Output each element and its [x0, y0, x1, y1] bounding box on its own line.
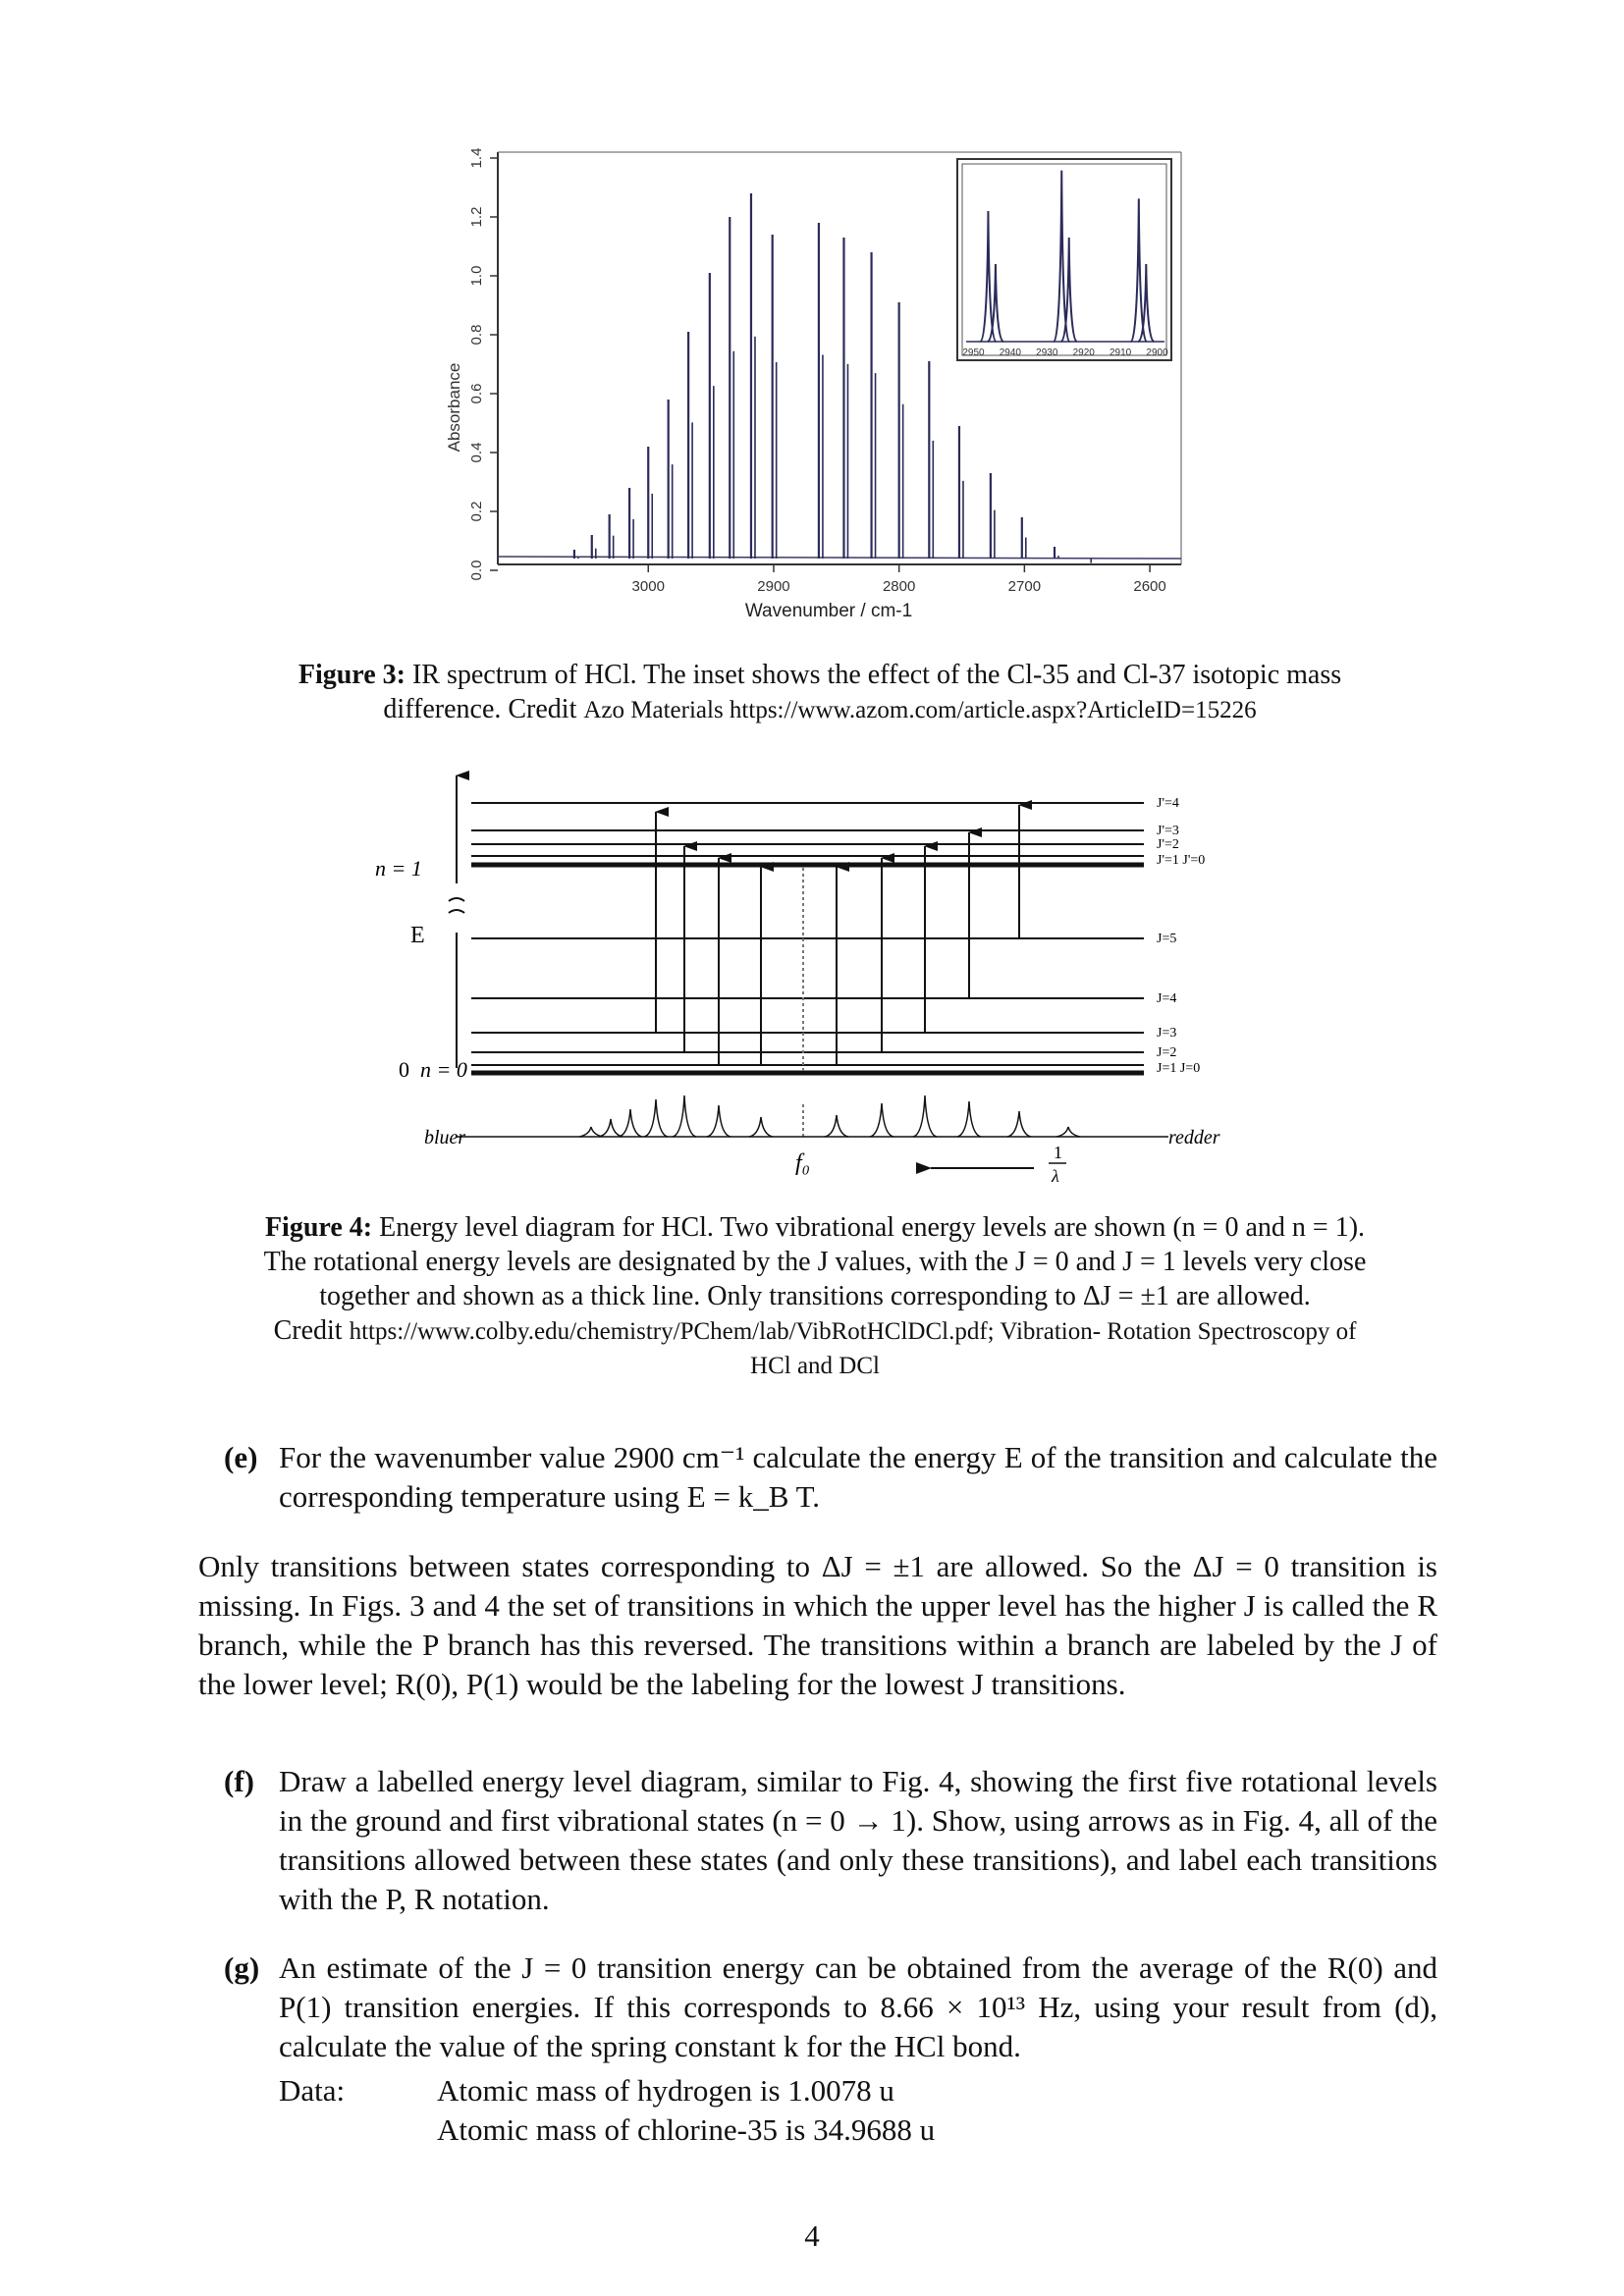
spectrum-line	[957, 1101, 981, 1137]
lower-level-label: J=3	[1157, 1026, 1177, 1041]
spectrum-line	[870, 1103, 893, 1137]
data-hydrogen: Atomic mass of hydrogen is 1.0078 u	[437, 2073, 894, 2108]
inset-tick-label: 2930	[1036, 347, 1058, 358]
figure-3-caption	[241, 658, 1399, 727]
question-g	[224, 1949, 1437, 2066]
question-f-text: Draw a labelled energy level diagram, similar to Fig. 4, showing the first five rotational levels in the ground and first vibrational states (n = 0 → 1). Show, using arrows as in Fig. 4, all of the transitions allowed between these states (and only these transitions), and label each transitions with the P, R notation.	[279, 1764, 1437, 1916]
y-tick-label: 0.0	[468, 560, 485, 581]
inset-tick-label: 2920	[1072, 347, 1095, 358]
figure-3-text: IR spectrum of HCl. The inset shows the effect of the Cl-35 and Cl-37 isotopic mass difference. Credit	[383, 660, 1342, 724]
ir-spectrum-chart	[432, 147, 1208, 638]
inset-tick-label: 2900	[1146, 347, 1168, 358]
spectrum-line	[619, 1109, 642, 1137]
question-e-label: (e)	[224, 1440, 258, 1474]
data-block	[279, 2071, 345, 2110]
question-g-text: An estimate of the J = 0 transition energy can be obtained from the average of the R(0) and P(1) transition energies. If this corresponds to 8.66 × 10¹³ Hz, using your result from (d), calculate the value of the spring constant k for the HCl bond.	[279, 1950, 1437, 2063]
y-tick-label: 1.2	[468, 206, 485, 228]
question-e-text: For the wavenumber value 2900 cm⁻¹ calculate the energy E of the transition and calculate the corresponding temperature using E = k_B T.	[279, 1440, 1437, 1514]
figure-3-label: Figure 3:	[298, 660, 406, 690]
question-f-label: (f)	[224, 1764, 254, 1798]
data-values	[437, 2071, 935, 2150]
y-tick-label: 0.6	[468, 383, 485, 404]
spectrum-line	[644, 1099, 668, 1137]
y-tick-label: 0.2	[468, 501, 485, 522]
figure-4-line1: Energy level diagram for HCl. Two vibrational energy levels are shown (n = 0 and n = 1).	[372, 1212, 1366, 1243]
lower-level-label: J=5	[1157, 932, 1177, 946]
label-redder: redder	[1168, 1127, 1220, 1148]
label-energy: E	[410, 923, 425, 948]
lower-level-label: J=1 J=0	[1157, 1061, 1201, 1076]
label-n0-prefix: 0	[399, 1057, 409, 1082]
baseline	[498, 557, 1181, 559]
spectrum-line	[1056, 1127, 1080, 1137]
spectrum-line	[579, 1127, 603, 1137]
figure-4-line5: HCl and DCl	[750, 1353, 880, 1379]
label-f0: f₀	[795, 1150, 811, 1176]
label-bluer: bluer	[424, 1127, 466, 1148]
axis-break	[449, 898, 464, 913]
inset-tick-label: 2910	[1109, 347, 1132, 358]
x-tick-label: 2700	[1007, 578, 1042, 595]
upper-level-label: J'=2	[1157, 837, 1179, 852]
question-g-label: (g)	[224, 1950, 260, 1985]
label-n0: n = 0	[420, 1057, 467, 1082]
figure-4-line2: The rotational energy levels are designated by the J values, with the J = 0 and J = 1 levels very close	[263, 1247, 1367, 1277]
upper-level-label: J'=3	[1157, 824, 1179, 838]
figure-3-credit: Azo Materials https://www.azom.com/article.aspx?ArticleID=15226	[583, 697, 1257, 723]
figure-4-label: Figure 4:	[264, 1212, 373, 1243]
inv-lambda-denominator: λ	[1052, 1166, 1059, 1186]
data-label: Data:	[279, 2073, 346, 2108]
y-tick-label: 1.4	[468, 147, 485, 169]
inset-tick-label: 2940	[999, 347, 1022, 358]
spectrum-line	[1007, 1111, 1031, 1137]
figure-4-line3: together and shown as a thick line. Only transitions corresponding to ΔJ = ±1 are allowed.	[319, 1281, 1311, 1311]
lower-level-label: J=4	[1157, 991, 1177, 1006]
inv-lambda-numerator: 1	[1054, 1143, 1062, 1162]
x-tick-label: 2600	[1133, 578, 1166, 595]
question-e	[224, 1438, 1437, 1517]
label-n1: n = 1	[375, 856, 422, 881]
figure-4-line4-prefix: Credit	[273, 1315, 350, 1346]
question-f	[224, 1762, 1437, 1919]
spectrum-line	[825, 1115, 848, 1137]
x-tick-label: 2900	[757, 578, 790, 595]
upper-level-label: J'=4	[1157, 796, 1179, 811]
data-chlorine: Atomic mass of chlorine-35 is 34.9688 u	[437, 2112, 936, 2147]
x-tick-label: 3000	[631, 578, 665, 595]
spectrum-line	[913, 1095, 937, 1137]
figure-4-line4-credit: https://www.colby.edu/chemistry/PChem/lab/VibRotHClDCl.pdf; Vibration- Rotation Spectroscopy of	[349, 1318, 1357, 1345]
x-tick-label: 2800	[882, 578, 916, 595]
spectrum-line	[749, 1117, 773, 1137]
spectrum-line	[707, 1105, 731, 1137]
figure-4-caption	[187, 1210, 1443, 1383]
y-axis-label: Absorbance	[445, 362, 463, 453]
y-tick-label: 0.4	[468, 442, 485, 463]
upper-level-label: J'=1 J'=0	[1157, 853, 1206, 868]
lower-level-label: J=2	[1157, 1045, 1177, 1060]
branch-paragraph-text: Only transitions between states corresponding to ΔJ = ±1 are allowed. So the ΔJ = 0 transition is missing. In Figs. 3 and 4 the set of transitions in which the upper level has the higher J is called the R branch, while the P branch has this reversed. The transitions within a branch are labeled by the J of the lower level; R(0), P(1) would be the labeling for the lowest J transitions.	[198, 1549, 1437, 1701]
y-tick-label: 1.0	[468, 265, 485, 287]
energy-level-diagram	[363, 766, 1267, 1198]
spectrum-line	[599, 1119, 623, 1137]
spectrum-line	[673, 1095, 696, 1137]
page-number: 4	[804, 2218, 820, 2253]
branch-paragraph	[198, 1547, 1437, 1704]
x-axis-label: Wavenumber / cm-1	[744, 601, 913, 621]
inset-tick-label: 2950	[962, 347, 985, 358]
y-tick-label: 0.8	[468, 324, 485, 346]
